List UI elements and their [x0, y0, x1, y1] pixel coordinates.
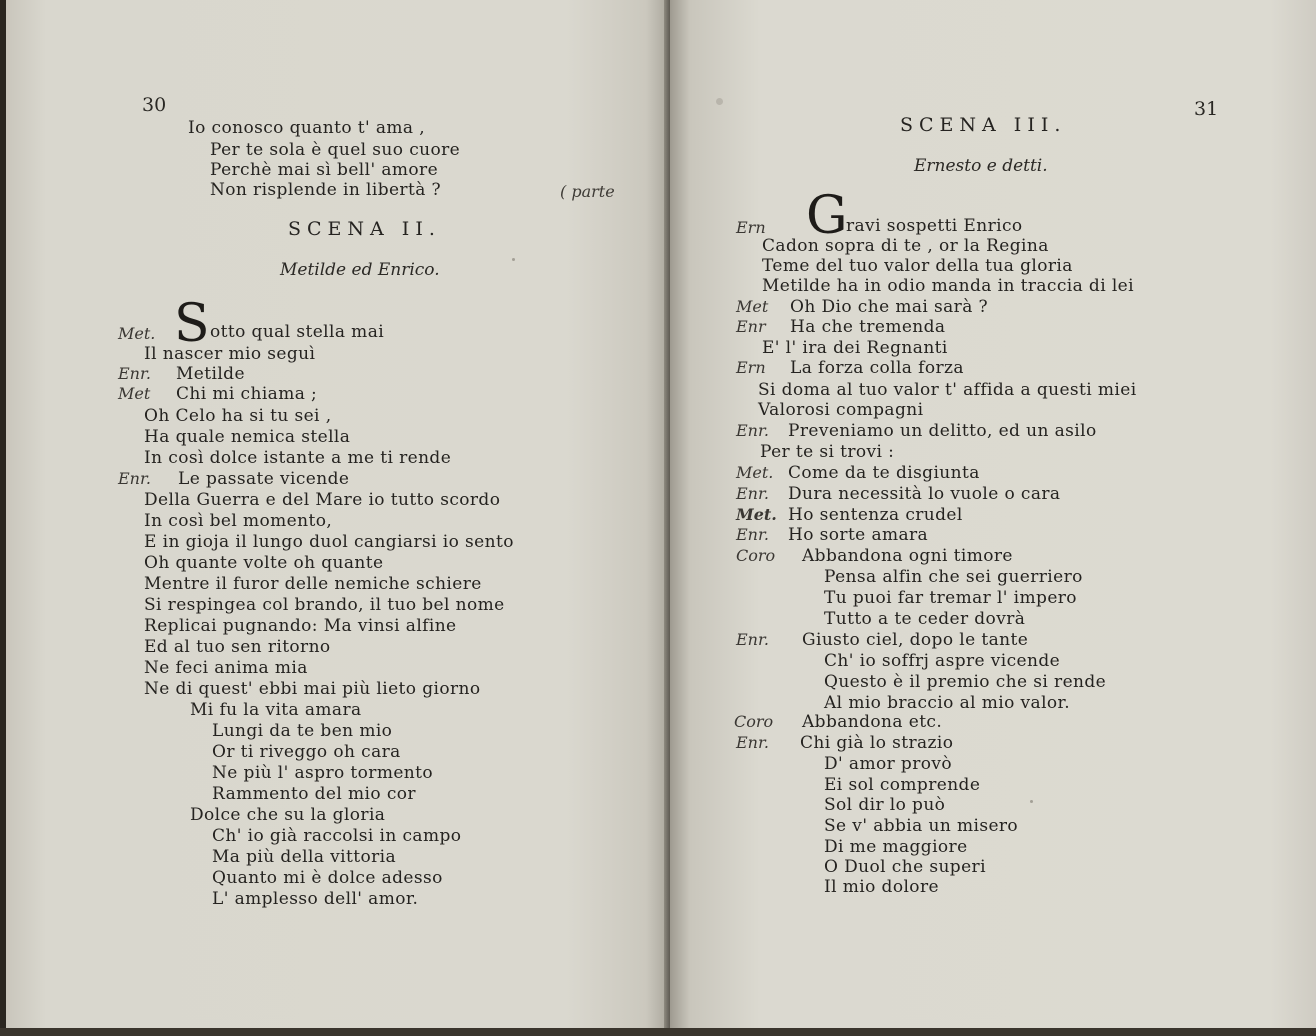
dialogue-line: Le passate vicende	[178, 469, 350, 489]
dialogue-line: Si doma al tuo valor t' affida a questi miei	[758, 380, 1137, 400]
verse-line: Per te sola è quel suo cuore	[210, 140, 461, 160]
dialogue-line: Dura necessità lo vuole o cara	[788, 484, 1061, 504]
paper-speck	[1030, 800, 1033, 803]
left-page	[6, 0, 670, 1036]
stage-direction: ( parte	[560, 182, 615, 201]
dialogue-line: O Duol che superi	[824, 857, 986, 877]
dialogue-line: Ne di quest' ebbi mai più lieto giorno	[144, 679, 481, 699]
dialogue-line: E' l' ira dei Regnanti	[762, 338, 948, 358]
dialogue-line: Di me maggiore	[824, 837, 968, 857]
dialogue-line: Ch' io già raccolsi in campo	[212, 826, 462, 846]
dialogue-line: Oh Celo ha si tu sei ,	[144, 406, 332, 426]
page-number: 30	[142, 94, 167, 116]
speaker-label: Ern	[736, 218, 766, 237]
dialogue-line: Tutto a te ceder dovrà	[824, 609, 1026, 629]
dialogue-line: Abbandona etc.	[802, 712, 943, 732]
speaker-label: Met.	[736, 463, 774, 482]
speaker-label: Coro	[736, 546, 776, 565]
dialogue-line: Valorosi compagni	[758, 400, 924, 420]
dialogue-line: Questo è il premio che si rende	[824, 672, 1107, 692]
scene-heading: SCENA II.	[288, 218, 441, 240]
dialogue-line: Ho sorte amara	[788, 525, 929, 545]
dialogue-line: Ho sentenza crudel	[788, 505, 963, 525]
dialogue-line: Metilde	[176, 364, 245, 384]
dialogue-line: Preveniamo un delitto, ed un asilo	[788, 421, 1097, 441]
drop-cap: G	[806, 186, 848, 246]
right-page	[670, 0, 1316, 1036]
dialogue-line: Cadon sopra di te , or la Regina	[762, 236, 1049, 256]
verse-line: Perchè mai sì bell' amore	[210, 160, 439, 180]
dialogue-line: Abbandona ogni timore	[802, 546, 1013, 566]
dialogue-line: Mi fu la vita amara	[190, 700, 362, 720]
speaker-label: Met	[118, 384, 151, 403]
dialogue-line: Come da te disgiunta	[788, 463, 980, 483]
speaker-label: Met	[736, 297, 769, 316]
paper-speck	[512, 258, 515, 261]
speaker-label: Enr.	[736, 733, 769, 752]
dialogue-line: Quanto mi è dolce adesso	[212, 868, 443, 888]
dialogue-line: Si respingea col brando, il tuo bel nome	[144, 595, 505, 615]
drop-cap: S	[174, 294, 210, 354]
scene-cast: Ernesto e detti.	[914, 156, 1048, 176]
dialogue-line: Ed al tuo sen ritorno	[144, 637, 331, 657]
dialogue-line: E in gioja il lungo duol cangiarsi io sento	[144, 532, 514, 552]
speaker-label: Ern	[736, 358, 766, 377]
dialogue-line: Dolce che su la gloria	[190, 805, 386, 825]
verse-line: Io conosco quanto t' ama ,	[188, 118, 426, 138]
verse-line: Non risplende in libertà ?	[210, 180, 442, 200]
dialogue-line: Tu puoi far tremar l' impero	[824, 588, 1077, 608]
paper-speck	[716, 98, 723, 105]
dialogue-line: Ha quale nemica stella	[144, 427, 351, 447]
dialogue-line: Il mio dolore	[824, 877, 939, 897]
dialogue-line: Chi mi chiama ;	[176, 384, 318, 404]
dialogue-line: Per te si trovi :	[760, 442, 895, 462]
dialogue-line: Teme del tuo valor della tua gloria	[762, 256, 1073, 276]
speaker-label: Met.	[736, 505, 777, 524]
dialogue-line: Sol dir lo può	[824, 795, 946, 815]
dialogue-line: In così bel momento,	[144, 511, 333, 531]
dialogue-line: Ne feci anima mia	[144, 658, 308, 678]
speaker-label: Enr.	[736, 630, 769, 649]
dialogue-line: Replicai pugnando: Ma vinsi alfine	[144, 616, 457, 636]
dialogue-line: ravi sospetti Enrico	[846, 216, 1023, 236]
dialogue-line: Se v' abbia un misero	[824, 816, 1019, 836]
speaker-label: Enr.	[736, 525, 769, 544]
book-edge	[0, 1028, 1316, 1036]
dialogue-line: Ne più l' aspro tormento	[212, 763, 434, 783]
speaker-label: Coro	[734, 712, 774, 731]
speaker-label: Enr.	[118, 469, 151, 488]
scene-cast: Metilde ed Enrico.	[280, 260, 440, 280]
dialogue-line: Metilde ha in odio manda in traccia di lei	[762, 276, 1134, 296]
dialogue-line: Pensa alfin che sei guerriero	[824, 567, 1083, 587]
dialogue-line: Rammento del mio cor	[212, 784, 416, 804]
dialogue-line: Giusto ciel, dopo le tante	[802, 630, 1029, 650]
dialogue-line: Oh quante volte oh quante	[144, 553, 384, 573]
speaker-label: Met.	[118, 324, 156, 343]
speaker-label: Enr	[736, 317, 766, 336]
dialogue-line: Ha che tremenda	[790, 317, 946, 337]
scene-heading: SCENA III.	[900, 114, 1067, 136]
speaker-label: Enr.	[736, 484, 769, 503]
dialogue-line: otto qual stella mai	[210, 322, 385, 342]
dialogue-line: Ma più della vittoria	[212, 847, 397, 867]
dialogue-line: In così dolce istante a me ti rende	[144, 448, 452, 468]
dialogue-line: Il nascer mio seguì	[144, 344, 316, 364]
dialogue-line: Della Guerra e del Mare io tutto scordo	[144, 490, 501, 510]
speaker-label: Enr.	[118, 364, 151, 383]
page-number: 31	[1194, 98, 1219, 120]
dialogue-line: Lungi da te ben mio	[212, 721, 393, 741]
dialogue-line: Ei sol comprende	[824, 775, 981, 795]
dialogue-line: Oh Dio che mai sarà ?	[790, 297, 989, 317]
dialogue-line: Al mio braccio al mio valor.	[824, 693, 1071, 713]
dialogue-line: Ch' io soffrj aspre vicende	[824, 651, 1061, 671]
dialogue-line: L' amplesso dell' amor.	[212, 889, 419, 909]
dialogue-line: Mentre il furor delle nemiche schiere	[144, 574, 482, 594]
dialogue-line: D' amor provò	[824, 754, 953, 774]
dialogue-line: La forza colla forza	[790, 358, 964, 378]
speaker-label: Enr.	[736, 421, 769, 440]
dialogue-line: Or ti riveggo oh cara	[212, 742, 401, 762]
dialogue-line: Chi già lo strazio	[800, 733, 954, 753]
